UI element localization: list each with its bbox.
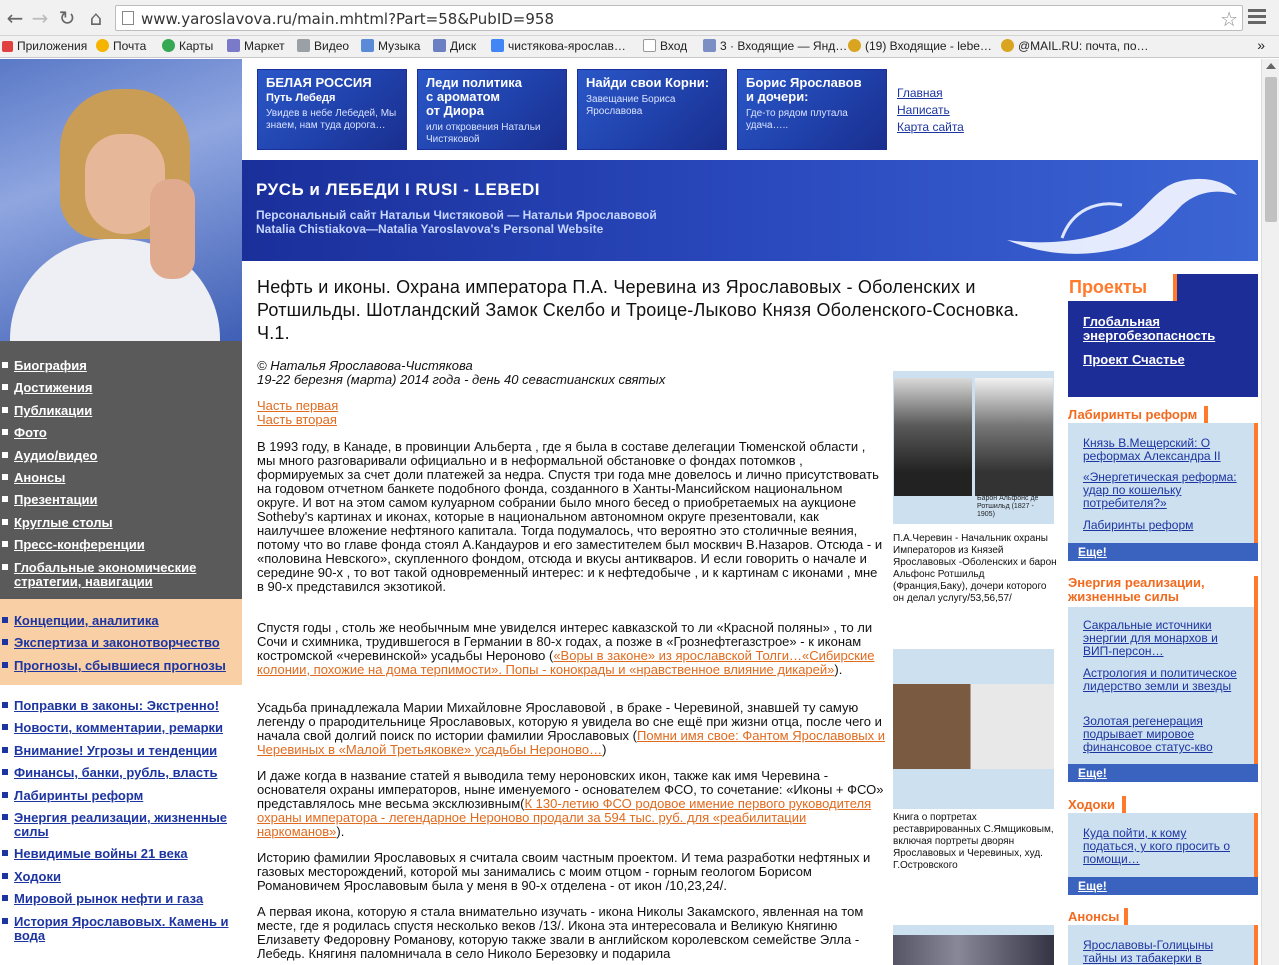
photo-panel-3 xyxy=(893,925,1054,965)
nav-item-round-tables[interactable]: Круглые столы xyxy=(0,516,240,530)
banner-title: Найди свои Корни: xyxy=(586,75,710,90)
bookmark-yandex-inbox[interactable]: 3 · Входящие — Янд… xyxy=(703,39,847,53)
more-button[interactable]: Еще! xyxy=(1068,764,1258,782)
banner-boris[interactable] xyxy=(737,69,887,150)
link-thieves-in-law[interactable]: «Воры в законе» из ярославской Толги…«Сибирские колонии, похожие на дома терпимости». Попы - конокрады и «нравственное влияние дикарей» xyxy=(257,648,875,677)
article-date: 19-22 березня (марта) 2014 года - день 40 севастианских святых xyxy=(257,372,666,387)
apps-icon xyxy=(2,41,13,52)
menu-icon[interactable] xyxy=(1248,9,1266,25)
section-energy xyxy=(1068,576,1258,796)
url-text[interactable]: www.yaroslavova.ru/main.mhtml?Part=58&PubID=958 xyxy=(141,10,555,28)
banner-title: БЕЛАЯ РОССИЯ xyxy=(266,75,372,90)
link-write[interactable]: Написать xyxy=(897,103,950,117)
swan-icon xyxy=(1002,170,1242,260)
photo-caption-cherevin: П.А.Черевин - Начальник охраны Императоров из Князей Ярославовых -Оболенских и барон Альфонс Ротшильд (Франция,Баку), дочери которого он делал услугу/53,56,57/ xyxy=(893,533,1057,604)
bookmark-inbox-lebe[interactable]: (19) Входящие - lebe… xyxy=(848,39,992,53)
banner-desc: Увидев в небе Лебедей, Мы знаем, нам туда дорога… xyxy=(266,108,397,131)
section-heading: Анонсы xyxy=(1068,909,1120,924)
projects-box xyxy=(1068,274,1258,397)
section-heading: Лабиринты реформ xyxy=(1068,407,1198,422)
primary-nav xyxy=(0,341,242,599)
photo-caption-book: Книга о портретах реставрированных С.Ямщиковым, включая портреты дворян Ярославовых и Черевиных, худ. Г.Островского xyxy=(893,812,1054,871)
projects-heading: Проекты xyxy=(1068,274,1173,301)
site-subtitle: Персональный сайт Натальи Чистяковой — Натальи Ярославовой Natalia Chistiakova—Natalia Yaroslavova's Personal Website xyxy=(256,208,657,236)
section-reforms xyxy=(1068,406,1258,566)
video-icon xyxy=(297,39,310,52)
link-fso-anniversary[interactable]: К 130-летию ФСО родовое имение первого руководителя охраны императора - легендарное Нероново продали за 594 тыс. руб. для «реабилитации наркоманов» xyxy=(257,796,872,839)
link-sacral-sources[interactable]: Сакральные источники энергии для монархов и ВИП-персон… xyxy=(1083,618,1218,658)
project-energy-security[interactable]: Глобальная энергобезопасность xyxy=(1083,314,1216,343)
banner-subtitle: с ароматом xyxy=(426,89,501,104)
section-announcements xyxy=(1068,908,1258,965)
photo-panel-cherevin xyxy=(893,371,1054,524)
banner-subtitle: Путь Лебедя xyxy=(266,92,336,104)
forward-icon[interactable]: → xyxy=(31,6,49,30)
nav-item-photo[interactable]: Фото xyxy=(0,426,240,440)
link-home[interactable]: Главная xyxy=(897,86,943,100)
bookmark-video[interactable]: Видео xyxy=(297,39,349,53)
article-author: © Наталья Ярославова-Чистякова xyxy=(257,358,473,373)
photo-panel-book xyxy=(893,649,1054,809)
nav-item-concepts[interactable]: Концепции, аналитика xyxy=(0,614,240,628)
link-astrology[interactable]: Астрология и политическое лидерство земли и звезды xyxy=(1083,666,1237,693)
nav-item-threats[interactable]: Внимание! Угрозы и тенденции xyxy=(0,744,240,758)
project-happiness[interactable]: Проект Счастье xyxy=(1083,352,1185,367)
nav-item-achievements[interactable]: Достижения xyxy=(0,381,240,395)
banner-subtitle: от Диора xyxy=(426,103,484,118)
mailru-icon xyxy=(848,39,861,52)
nav-item-press-conferences[interactable]: Пресс-конференции xyxy=(0,538,240,552)
more-button[interactable]: Еще! xyxy=(1068,877,1258,895)
author-portrait xyxy=(0,59,242,341)
link-yaroslavov-golitsyn[interactable]: Ярославовы-Голицыны тайны из табакерки в xyxy=(1083,938,1214,965)
nav-item-announcements[interactable]: Анонсы xyxy=(0,471,240,485)
nav-item-invisible-wars[interactable]: Невидимые войны 21 века xyxy=(0,847,240,861)
bookmark-maps[interactable]: Карты xyxy=(162,39,213,53)
disk-icon xyxy=(433,39,446,52)
mail-icon xyxy=(96,39,109,52)
banner-title: Леди политика xyxy=(426,75,523,90)
bookmarks-bar xyxy=(0,36,1279,58)
bookmark-market[interactable]: Маркет xyxy=(227,39,285,53)
bookmark-login[interactable]: Вход xyxy=(643,39,687,53)
nav-item-energy[interactable]: Энергия реализации, жизненные силы xyxy=(0,811,240,839)
nav-item-finance[interactable]: Финансы, банки, рубль, власть xyxy=(0,766,240,780)
link-meshchersky[interactable]: Князь В.Мещерский: О реформах Александра II xyxy=(1083,436,1221,463)
maps-icon xyxy=(162,39,175,52)
google-icon xyxy=(491,39,504,52)
nav-item-amendments[interactable]: Поправки в законы: Экстренно! xyxy=(0,699,240,713)
nav-item-petitioners[interactable]: Ходоки xyxy=(0,870,240,884)
nav-item-reforms[interactable]: Лабиринты реформ xyxy=(0,789,240,803)
bookmarks-more-icon[interactable]: » xyxy=(1257,37,1265,53)
mail-icon xyxy=(703,39,716,52)
group-photo xyxy=(893,935,1054,965)
bookmark-google-search[interactable]: чистякова-ярослав… xyxy=(491,39,626,53)
music-icon xyxy=(361,39,374,52)
nav-item-news[interactable]: Новости, комментарии, ремарки xyxy=(0,721,240,735)
mailru-icon xyxy=(1001,39,1014,52)
bookmark-music[interactable]: Музыка xyxy=(361,39,420,53)
page-icon xyxy=(122,11,134,25)
banner-desc: или откровения Натальи Чистяковой xyxy=(426,122,541,145)
section-heading: Ходоки xyxy=(1068,797,1115,812)
link-remember-name[interactable]: Помни имя свое: Фантом Ярославовых и Черевиных в «Малой Третьяковке» усадьбы Нероново… xyxy=(257,728,885,757)
link-reforms[interactable]: Лабиринты реформ xyxy=(1083,518,1194,532)
link-energy-reform[interactable]: «Энергетическая реформа: удар по кошельку потребителя?» xyxy=(1083,470,1237,510)
scroll-up-icon[interactable] xyxy=(1266,63,1276,69)
banner-title: Борис Ярославов xyxy=(746,75,862,90)
market-icon xyxy=(227,39,240,52)
topics-nav xyxy=(0,685,242,965)
more-button[interactable]: Еще! xyxy=(1068,543,1258,561)
address-bar[interactable] xyxy=(115,5,1243,31)
banner-white-russia[interactable] xyxy=(257,69,407,150)
article-parts xyxy=(257,399,338,427)
banner-subtitle: и дочери: xyxy=(746,89,809,104)
nav-item-biography[interactable]: Биография xyxy=(0,359,240,373)
reload-icon[interactable]: ↻ xyxy=(58,6,76,30)
link-sitemap[interactable]: Карта сайта xyxy=(897,120,964,134)
nav-item-presentations[interactable]: Презентации xyxy=(0,493,240,507)
concepts-nav xyxy=(0,599,242,685)
paragraph-5: Историю фамилии Ярославовых я считала своим частным проектом. И тема разработки нефтяных и газовых месторождений, которой мы занимались с моим отцом - горным геологом Борисом Романовичем Ярославовым была у меня в 90-х отделена - от икон /10,23,24/. xyxy=(257,850,871,893)
rothschild-photo xyxy=(975,378,1053,496)
nav-item-expertise[interactable]: Экспертиза и законотворчество xyxy=(0,636,240,650)
bookmark-star-icon[interactable]: ☆ xyxy=(1220,9,1238,31)
paragraph-1: В 1993 году, в Канаде, в провинции Альберта , где я была в составе делегации Тюменской области , мы много разговаривали официально и в неформальной обстановке о фондах потомков , формируемых за счет доли платежей за недра. Спустя три года мне довелось и лично присутствовать на годовом отчетном банкете подобного фонда, созданного в Ханты-Мансийском национальном округе. И вот на этом самом кулуарном собрании было много бесед о приобретаемых на аукционе Sotheby's картинах и иконах, которые в национальном автономном округе презентовали, как наилучшее вложение нефтяного капитала. Тогда подумалось, что вероятно это столичные веяния, потому что во главе фонда стоял А.Кандауров и его заместителем был москвич В.Назаров. Отсюда - и «половина Невского», скупленного фондом, отсюда и вкусы антикваров. И если говорить о начале и середине 90-х , то вот такой одновременный интерес: и к нефтедобыче , и к картинам с иконами , мне в 90-х представился экзотикой. xyxy=(257,439,883,594)
paragraph-3: Усадьба принадлежала Марии Михайловне Ярославовой , в браке - Черевиной, знавшей ту самую легенду о прародительнице Ярославовых, которую я увидела во сне ещё при жизни отца, после чего и начала свой долгий поиск по истории фамилии Ярославовых (Помни имя свое: Фантом Ярославовых и Черевиных в «Малой Третьяковке» усадьбы Нероново…) xyxy=(257,700,885,757)
article-meta xyxy=(257,359,665,387)
site-hero xyxy=(242,160,1258,261)
page-icon xyxy=(643,39,656,52)
article-title: Нефть и иконы. Охрана императора П.А. Черевина из Ярославовых - Оболенских и Ротшильды. Шотландский Замок Скелбо и Троице-Лыково Князя Оболенского-Сосновка. Ч.1. xyxy=(257,277,1020,343)
nav-item-history[interactable]: История Ярославовых. Камень и вода xyxy=(0,915,240,943)
link-part-two[interactable]: Часть вторая xyxy=(257,412,337,427)
scroll-thumb[interactable] xyxy=(1265,77,1277,222)
bookmark-mail[interactable]: Почта xyxy=(96,39,146,53)
bookmark-disk[interactable]: Диск xyxy=(433,39,476,53)
nav-item-oil-gas-market[interactable]: Мировой рынок нефти и газа xyxy=(0,892,240,906)
banner-lady-politics[interactable] xyxy=(417,69,567,150)
link-where-to-go[interactable]: Куда пойти, к кому податься, у кого просить о помощи… xyxy=(1083,826,1231,866)
banner-desc: Где-то рядом плутала удача….. xyxy=(746,108,848,131)
back-icon[interactable]: ← xyxy=(6,6,24,30)
vertical-scrollbar[interactable] xyxy=(1261,59,1279,965)
browser-toolbar xyxy=(0,0,1279,36)
nav-item-audio-video[interactable]: Аудио/видео xyxy=(0,449,240,463)
link-part-one[interactable]: Часть первая xyxy=(257,398,339,413)
bookmark-mailru[interactable]: @MAIL.RU: почта, по… xyxy=(1001,39,1149,53)
paragraph-6: А первая икона, которую я стала внимательно изучать - икона Николы Закамского, явленная на том месте, где я родилась спустя несколько веков /13/. Икона эта интересовала и Великую Княгиню Елизавету Федоровну Романову, которую также звали в английском королевском семействе Элла - Лебедь. Княгиня паломничала в село Николо Березовку и подарила xyxy=(257,904,864,961)
book-photo xyxy=(893,684,1054,769)
nav-item-global-strategies[interactable]: Глобальные экономические стратегии, навигации xyxy=(0,561,240,589)
section-heading: Энергия реализации, жизненные силы xyxy=(1068,576,1218,604)
section-petitioners xyxy=(1068,796,1258,906)
nav-item-forecasts[interactable]: Прогнозы, сбывшиеся прогнозы xyxy=(0,659,240,673)
rothschild-photo-caption: Барон Альфонс де Ротшильд (1827 - 1905) xyxy=(977,495,1039,518)
home-icon[interactable]: ⌂ xyxy=(89,6,103,30)
bookmark-apps[interactable]: Приложения xyxy=(2,39,87,53)
paragraph-4: И даже когда в название статей я выводила тему нероновских икон, также как имя Черевина - основателя охраны императоров, ныне именуемого - основателем ФСО, то сочетание: «Иконы + ФСО» представлялось мне весьма эксклюзивным(К 130-летию ФСО родовое имение первого руководителя охраны императора - легендарное Нероново продали за 594 тыс. руб. для «реабилитации наркоманов»). xyxy=(257,768,884,839)
cherevin-photo xyxy=(894,378,972,496)
banner-desc: Завещание Бориса Ярославова xyxy=(586,94,676,117)
link-golden-regeneration[interactable]: Золотая регенерация подрывает мировое финансовое статус-кво xyxy=(1083,714,1213,754)
site-title: РУСЬ и ЛЕБЕДИ I RUSI - LEBEDI xyxy=(256,180,540,199)
banner-roots[interactable] xyxy=(577,69,727,150)
top-links xyxy=(897,85,964,136)
paragraph-2: Спустя годы , столь же необычным мне увиделся интерес кавказской то ли «Красной поляны» , то ли Сочи и схимника, трудившегося в Германии в 80-х годах, а позже в «Грознефтегазстрое» - к иконам костромской «черевинской» усадьбы Нероново («Воры в законе» из ярославской Толги…«Сибирские колонии, похожие на дома терпимости». Попы - конокрады и «нравственное влияние дикарей»). xyxy=(257,620,875,677)
web-page xyxy=(0,59,1261,965)
nav-item-publications[interactable]: Публикации xyxy=(0,404,240,418)
